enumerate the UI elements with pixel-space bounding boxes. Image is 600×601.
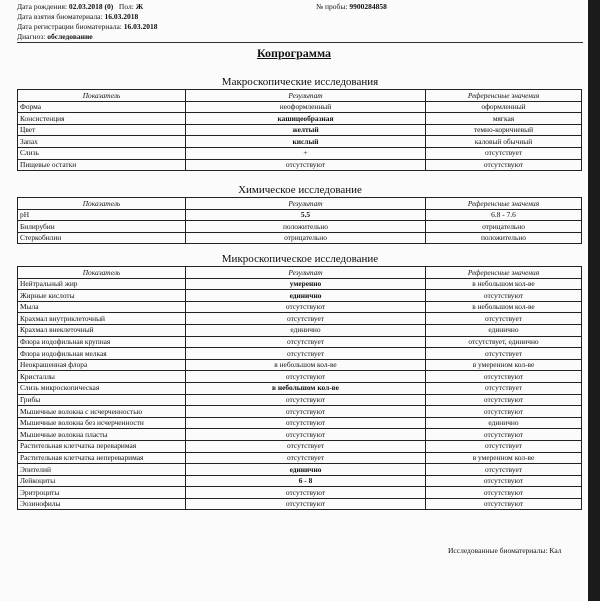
table-row — [18, 324, 582, 336]
section-title: Макроскопические исследования — [221, 76, 379, 88]
table-row — [18, 136, 582, 148]
column-header-indicator: Показатель — [18, 90, 186, 102]
table-row — [18, 278, 582, 290]
reference-cell: в умеренном кол-ве — [426, 359, 582, 371]
reference-cell: в небольшом кол-ве — [426, 278, 582, 290]
indicator-cell: Флора иодофильная крупная — [18, 336, 186, 348]
reference-cell: отсутствует — [426, 313, 582, 325]
indicator-cell: Кристаллы — [18, 371, 186, 383]
indicator-cell: Нейтральный жир — [18, 278, 186, 290]
reference-cell: каловый обычный — [426, 136, 582, 148]
birth-date-line: Дата рождения: 02.03.2018 (0) Пол: Ж — [17, 2, 144, 11]
table-row — [18, 475, 582, 487]
indicator-cell: Жирные кислоты — [18, 290, 186, 302]
table-row — [18, 159, 582, 171]
column-header-reference: Референсные значения — [426, 267, 582, 279]
indicator-cell: Слизь микроскопическая — [18, 382, 186, 394]
table-row — [18, 452, 582, 464]
table-row — [18, 101, 582, 113]
indicator-cell: Растительная клетчатка непереваримая — [18, 452, 186, 464]
taken-date-line: Дата взятия биоматериала: 16.03.2018 — [17, 12, 139, 21]
table-row — [18, 221, 582, 233]
reference-cell: отсутствует — [426, 382, 582, 394]
reference-cell: отсутствуют — [426, 498, 582, 510]
indicator-cell: Слизь — [18, 147, 186, 159]
table-row — [18, 371, 582, 383]
indicator-cell: Цвет — [18, 124, 186, 136]
page-title: Копрограмма — [256, 46, 332, 60]
table-row — [18, 348, 582, 360]
table-row — [18, 336, 582, 348]
result-cell: в небольшом кол-ве — [186, 359, 426, 371]
result-cell: отсутствует — [186, 440, 426, 452]
table-row — [18, 359, 582, 371]
footer-note: Исследованные биоматериалы: Кал — [448, 546, 562, 555]
header-divider — [17, 42, 583, 43]
reference-cell: положительно — [426, 232, 582, 244]
table-row — [18, 124, 582, 136]
reference-cell: отсутствует — [426, 440, 582, 452]
result-cell: единично — [186, 290, 426, 302]
indicator-cell: Консистенция — [18, 113, 186, 125]
diagnosis-line: Диагноз: обследование — [17, 32, 93, 41]
result-cell: отсутствует — [186, 336, 426, 348]
result-cell: отсутствуют — [186, 498, 426, 510]
result-cell: кашицеобразная — [186, 113, 426, 125]
reference-cell: мягкая — [426, 113, 582, 125]
results-table — [17, 89, 582, 171]
reference-cell: отсутствуют — [426, 487, 582, 499]
reference-cell: отсутствуют — [426, 394, 582, 406]
reference-cell: отсутствуют — [426, 475, 582, 487]
result-cell: + — [186, 147, 426, 159]
reference-cell: отсутствуют — [426, 371, 582, 383]
result-cell: 5.5 — [186, 209, 426, 221]
table-row — [18, 209, 582, 221]
reference-cell: 6.8 - 7.6 — [426, 209, 582, 221]
indicator-cell: Крахмал внеклеточный — [18, 324, 186, 336]
table-row — [18, 406, 582, 418]
reference-cell: в умеренном кол-ве — [426, 452, 582, 464]
result-cell: единично — [186, 324, 426, 336]
result-cell: отсутствует — [186, 313, 426, 325]
table-header-row — [18, 267, 582, 279]
indicator-cell: Запах — [18, 136, 186, 148]
reference-cell: отсутствует — [426, 348, 582, 360]
reference-cell: отсутствуют — [426, 429, 582, 441]
indicator-cell: Крахмал внутриклеточный — [18, 313, 186, 325]
result-cell: единично — [186, 464, 426, 476]
indicator-cell: Мышечные волокна без исчерченности — [18, 417, 186, 429]
reference-cell: отрицательно — [426, 221, 582, 233]
indicator-cell: Стеркобилин — [18, 232, 186, 244]
result-cell: отсутствуют — [186, 371, 426, 383]
table-row — [18, 382, 582, 394]
result-cell: желтый — [186, 124, 426, 136]
indicator-cell: Неокрашенная флора — [18, 359, 186, 371]
column-header-reference: Референсные значения — [426, 198, 582, 210]
table-row — [18, 498, 582, 510]
reference-cell: отсутствует — [426, 147, 582, 159]
registration-date-line: Дата регистрации биоматериала: 16.03.2018 — [17, 22, 158, 31]
result-cell: отсутствуют — [186, 487, 426, 499]
section-title: Химическое исследование — [238, 184, 362, 196]
result-cell: отсутствуют — [186, 406, 426, 418]
reference-cell: отсутствуют — [426, 159, 582, 171]
column-header-result: Результат — [186, 90, 426, 102]
indicator-cell: Мыла — [18, 301, 186, 313]
result-cell: отсутствует — [186, 348, 426, 360]
column-header-reference: Референсные значения — [426, 90, 582, 102]
result-cell: отсутствуют — [186, 394, 426, 406]
page-edge — [588, 0, 600, 601]
result-cell: отсутствуют — [186, 301, 426, 313]
table-row — [18, 394, 582, 406]
reference-cell: темно-коричневый — [426, 124, 582, 136]
indicator-cell: Эпителий — [18, 464, 186, 476]
table-row — [18, 440, 582, 452]
indicator-cell: Лейкоциты — [18, 475, 186, 487]
indicator-cell: Форма — [18, 101, 186, 113]
indicator-cell: Грибы — [18, 394, 186, 406]
reference-cell: оформленный — [426, 101, 582, 113]
indicator-cell: Пищевые остатки — [18, 159, 186, 171]
result-cell: в небольшом кол-ве — [186, 382, 426, 394]
table-row — [18, 487, 582, 499]
indicator-cell: Билирубин — [18, 221, 186, 233]
sample-number-line: № пробы: 9900284858 — [316, 2, 387, 11]
column-header-result: Результат — [186, 267, 426, 279]
indicator-cell: Флора иодофильная мелкая — [18, 348, 186, 360]
table-row — [18, 232, 582, 244]
indicator-cell: Растительная клетчатка переваримая — [18, 440, 186, 452]
result-cell: кислый — [186, 136, 426, 148]
indicator-cell: Эритроциты — [18, 487, 186, 499]
table-row — [18, 147, 582, 159]
table-row — [18, 464, 582, 476]
reference-cell: отсутствует, единично — [426, 336, 582, 348]
table-row — [18, 301, 582, 313]
indicator-cell: pH — [18, 209, 186, 221]
result-cell: умеренно — [186, 278, 426, 290]
reference-cell: единично — [426, 324, 582, 336]
table-row — [18, 113, 582, 125]
results-table — [17, 197, 582, 244]
table-row — [18, 313, 582, 325]
table-header-row — [18, 198, 582, 210]
reference-cell: единично — [426, 417, 582, 429]
reference-cell: отсутствуют — [426, 290, 582, 302]
result-cell: положительно — [186, 221, 426, 233]
indicator-cell: Эозинофилы — [18, 498, 186, 510]
table-row — [18, 290, 582, 302]
result-cell: отсутствуют — [186, 429, 426, 441]
result-cell: отсутствуют — [186, 159, 426, 171]
table-row — [18, 417, 582, 429]
results-table — [17, 266, 582, 510]
table-header-row — [18, 90, 582, 102]
column-header-result: Результат — [186, 198, 426, 210]
result-cell: неоформленный — [186, 101, 426, 113]
column-header-indicator: Показатель — [18, 198, 186, 210]
result-cell: отрицательно — [186, 232, 426, 244]
table-row — [18, 429, 582, 441]
indicator-cell: Мышечные волокна пласты — [18, 429, 186, 441]
section-title: Микроскопическое исследование — [221, 253, 379, 265]
result-cell: отсутствует — [186, 452, 426, 464]
indicator-cell: Мышечные волокна с исчерченностью — [18, 406, 186, 418]
reference-cell: отсутствует — [426, 464, 582, 476]
result-cell: отсутствуют — [186, 417, 426, 429]
reference-cell: в небольшом кол-ве — [426, 301, 582, 313]
column-header-indicator: Показатель — [18, 267, 186, 279]
result-cell: 6 - 8 — [186, 475, 426, 487]
reference-cell: отсутствуют — [426, 406, 582, 418]
